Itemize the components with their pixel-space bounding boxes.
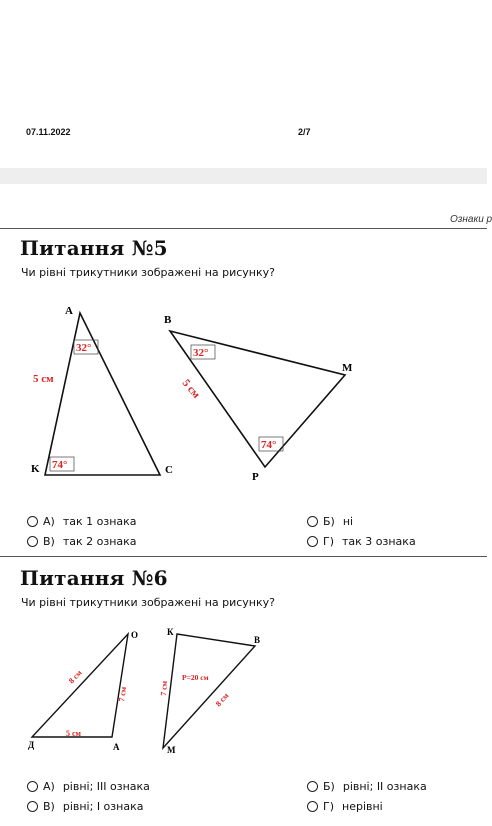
option-letter: В) xyxy=(43,535,55,548)
option-text: так 1 ознака xyxy=(62,515,137,528)
question-title: Питання №6 xyxy=(20,566,168,590)
radio-button[interactable] xyxy=(307,801,318,812)
vertex-label: C xyxy=(165,464,173,476)
page-gap xyxy=(0,168,487,184)
answer-option-a[interactable] xyxy=(27,780,150,793)
triangle-kbm xyxy=(163,634,255,748)
triangles-figure-q5 xyxy=(20,295,390,490)
vertex-label: K xyxy=(31,463,40,475)
answer-option-g[interactable] xyxy=(307,800,383,813)
side-length-label: 5 см xyxy=(179,377,203,401)
side-length-label: 5 см xyxy=(33,373,54,385)
option-letter: А) xyxy=(43,515,55,528)
perimeter-label: P=20 см xyxy=(182,673,209,682)
date: 07.11.2022 xyxy=(26,127,71,137)
option-letter: Г) xyxy=(323,535,334,548)
vertex-label: P xyxy=(252,471,259,483)
side-length-label: 7 см xyxy=(159,680,170,697)
radio-button[interactable] xyxy=(307,781,318,792)
radio-button[interactable] xyxy=(27,801,38,812)
option-letter: Б) xyxy=(323,515,335,528)
vertex-label: M xyxy=(342,362,353,374)
vertex-label: К xyxy=(167,627,174,637)
side-length-label: 5 см xyxy=(66,729,81,738)
answer-option-v[interactable] xyxy=(27,800,143,813)
radio-button[interactable] xyxy=(307,516,318,527)
vertex-label: М xyxy=(167,745,176,755)
answer-option-a[interactable] xyxy=(27,515,137,528)
triangle-akc xyxy=(45,313,160,475)
side-length-label: 7 см xyxy=(117,686,129,703)
vertex-label: А xyxy=(113,742,120,752)
option-text: ні xyxy=(342,515,354,528)
radio-button[interactable] xyxy=(27,781,38,792)
angle-label: 74° xyxy=(52,459,68,471)
option-letter: А) xyxy=(43,780,55,793)
question-text: Чи рівні трикутники зображені на рисунку? xyxy=(21,596,275,609)
vertex-label: B xyxy=(164,314,172,326)
triangles-figure-q6 xyxy=(20,622,280,762)
page-header xyxy=(0,0,487,168)
page-number: 2/7 xyxy=(298,127,311,137)
angle-label: 32° xyxy=(193,347,209,359)
divider xyxy=(0,556,487,557)
vertex-label: Д xyxy=(28,740,35,750)
option-text: рівні; III ознака xyxy=(62,780,150,793)
angle-label: 32° xyxy=(76,342,92,354)
vertex-label: О xyxy=(131,630,139,640)
radio-button[interactable] xyxy=(27,536,38,547)
option-text: нерівні xyxy=(342,800,383,813)
option-text: рівні; II ознака xyxy=(342,780,427,793)
side-length-label: 8 см xyxy=(66,668,84,686)
side-length-label: 8 см xyxy=(213,691,231,709)
option-text: так 2 ознака xyxy=(62,535,137,548)
option-text: рівні; I ознака xyxy=(62,800,144,813)
answer-option-b[interactable] xyxy=(307,515,353,528)
angle-label: 74° xyxy=(261,439,277,451)
vertex-label: В xyxy=(254,635,261,645)
radio-button[interactable] xyxy=(27,516,38,527)
answer-option-g[interactable] xyxy=(307,535,416,548)
answer-option-b[interactable] xyxy=(307,780,427,793)
option-letter: Г) xyxy=(323,800,334,813)
running-title: Ознаки р xyxy=(450,214,492,225)
triangle-oda xyxy=(32,634,128,737)
option-text: так 3 ознака xyxy=(342,535,416,548)
radio-button[interactable] xyxy=(307,536,318,547)
vertex-label: A xyxy=(65,305,73,317)
option-letter: Б) xyxy=(323,780,335,793)
question-text: Чи рівні трикутники зображені на рисунку? xyxy=(21,266,275,279)
answer-option-v[interactable] xyxy=(27,535,137,548)
divider xyxy=(0,228,487,229)
question-title: Питання №5 xyxy=(20,236,168,260)
option-letter: В) xyxy=(43,800,55,813)
